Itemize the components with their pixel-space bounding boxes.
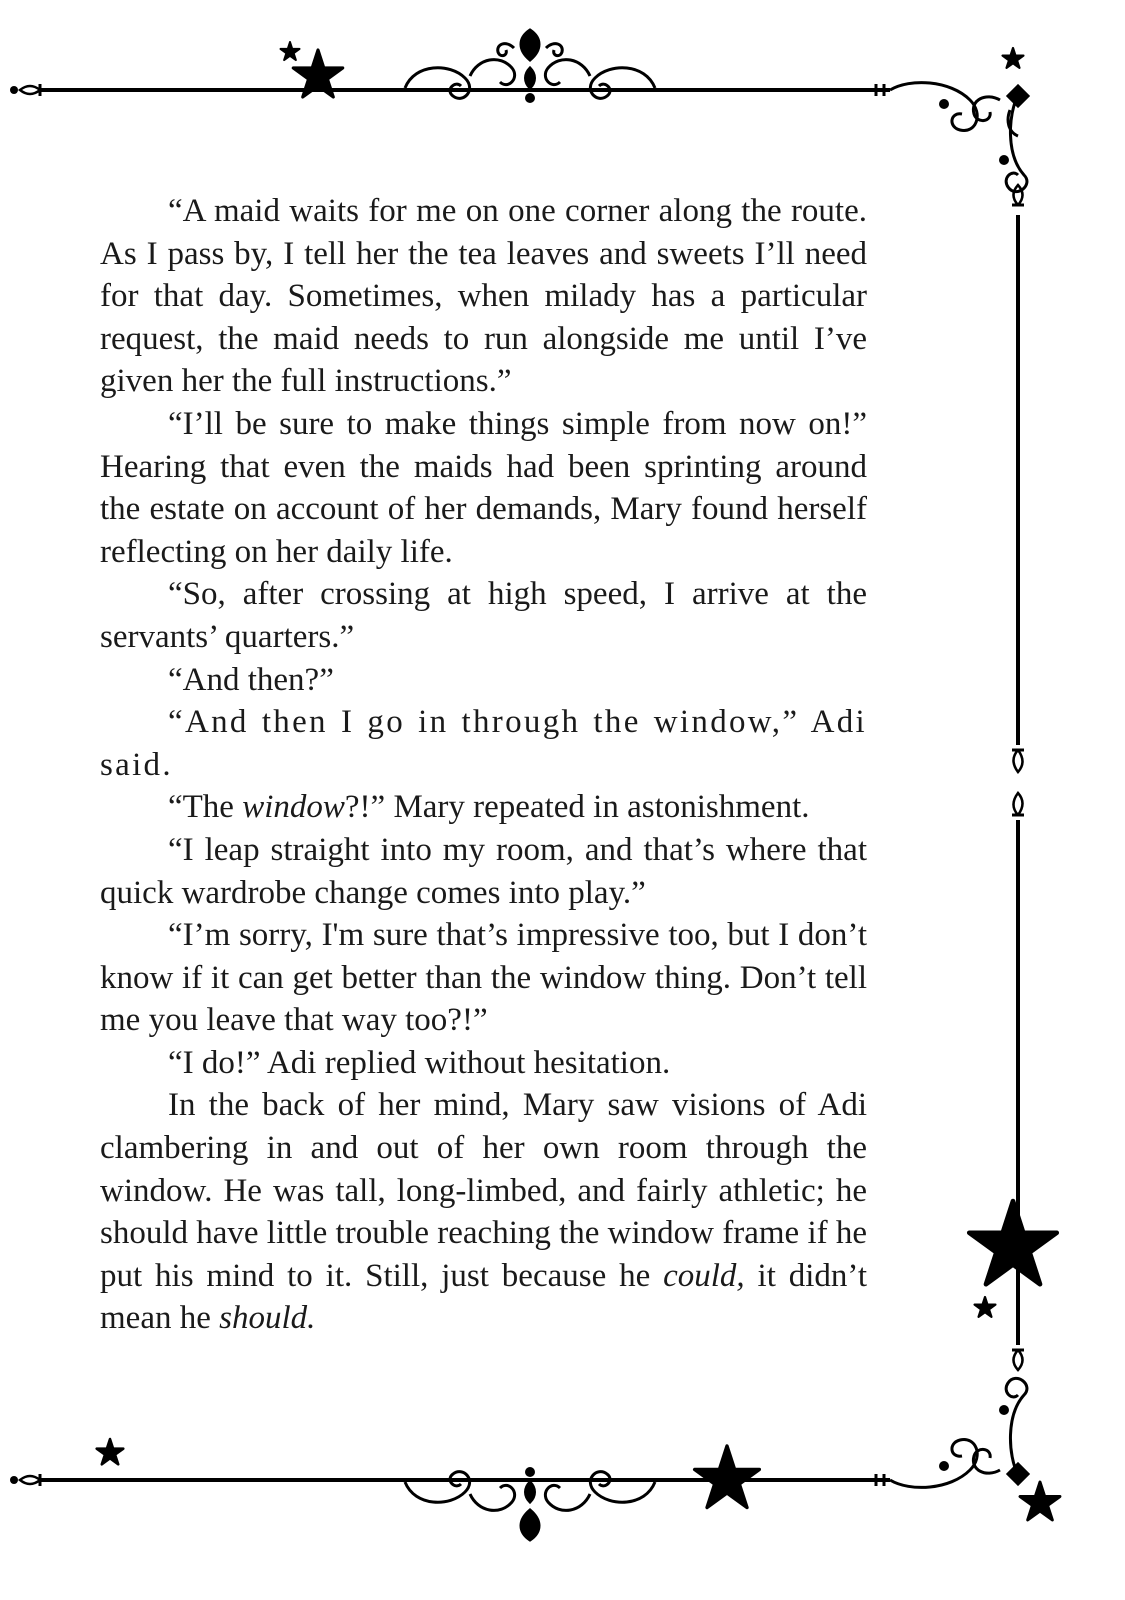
paragraph <box>100 1084 867 1340</box>
text-run: “The <box>168 789 243 826</box>
right-border <box>1012 185 1024 1370</box>
bottom-right-corner-ornament <box>890 1378 1028 1487</box>
star-icon <box>280 42 299 60</box>
star-icon <box>97 1439 124 1464</box>
paragraph: “And then?” <box>168 661 334 698</box>
italic-text: could, <box>663 1257 745 1294</box>
top-center-flourish <box>405 30 655 103</box>
paragraph: “I do!” Adi replied without hesitation. <box>168 1044 671 1081</box>
paragraph: “I leap straight into my room, and that’s where that quick wardrobe change comes into play.” <box>100 831 867 911</box>
text-run: ?!” Mary repeated in astonishment. <box>344 789 810 826</box>
star-icon <box>975 1297 996 1317</box>
bottom-center-flourish <box>405 1467 655 1540</box>
italic-text: window <box>242 789 345 826</box>
text-run: it didn’t mean he <box>100 1257 867 1337</box>
star-icon <box>1003 48 1024 68</box>
star-icon <box>969 1201 1057 1284</box>
paragraph: “And then I go in through the window,” Adi said. <box>100 704 867 783</box>
paragraph: “I’ll be sure to make things simple from now on!” Hearing that even the maids had been sprinting around the estate on account of her demands, Mary found herself reflecting on her daily life. <box>100 405 867 570</box>
star-icon <box>695 1446 760 1508</box>
italic-text: should. <box>219 1300 316 1337</box>
paragraph <box>100 786 867 829</box>
paragraph: “I’m sorry, I'm sure that’s impressive too, but I don’t know if it can get better than the window thing. Don’t tell me you leave that way too?!” <box>100 917 867 1039</box>
page-text <box>100 190 867 1340</box>
top-right-corner-ornament <box>890 83 1028 192</box>
paragraph: “So, after crossing at high speed, I arrive at the servants’ quarters.” <box>100 576 867 655</box>
star-icon <box>1020 1482 1060 1520</box>
text-run: In the back of her mind, Mary saw visions of Adi clambering in and out of her own room through the window. He was tall, long-limbed, and fairly athletic; he should have little trouble reaching the window frame if he put his mind to it. Still, just because he <box>100 1087 868 1294</box>
paragraph: “A maid waits for me on one corner along the route. As I pass by, I tell her the tea leaves and sweets I’ll need for that day. Sometimes, when milady has a particular request, the maid needs to run alongside me until I’ve given her the full instructions.” <box>100 193 867 400</box>
